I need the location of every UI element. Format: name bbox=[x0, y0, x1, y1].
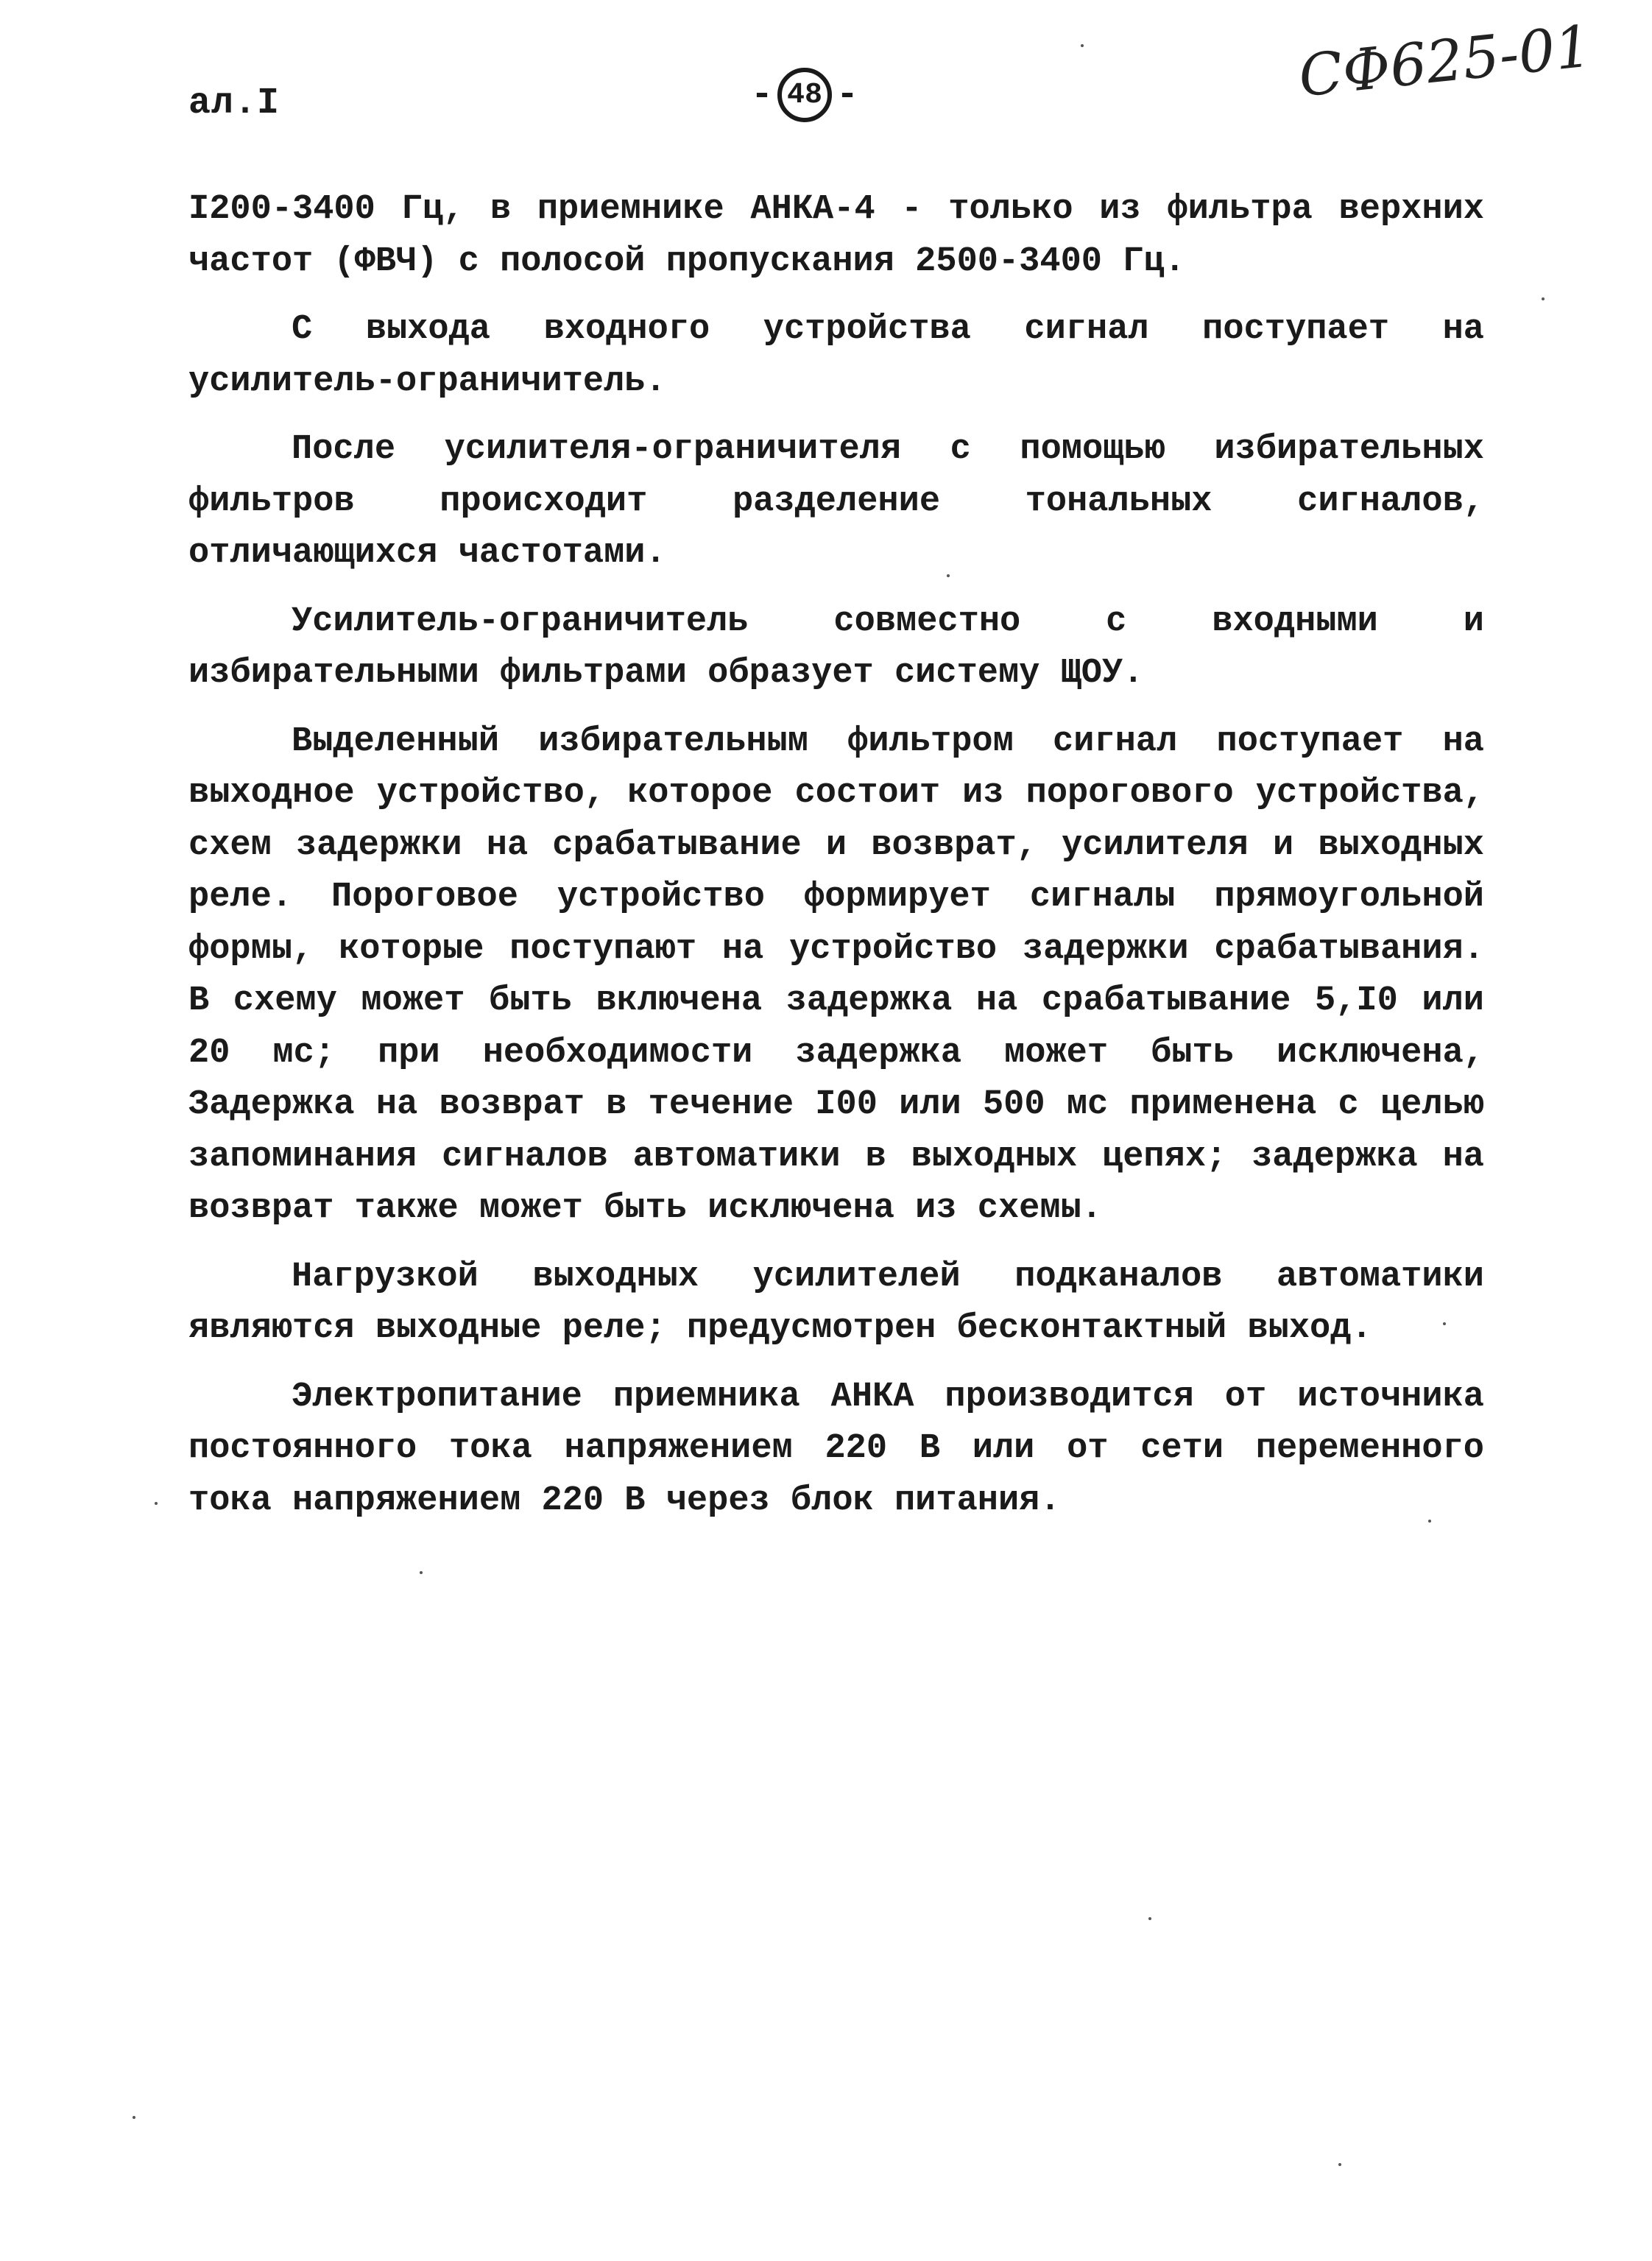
paragraph: С выхода входного устройства сигнал поступает на усилитель-ограничитель. bbox=[188, 310, 1484, 401]
page-number-dash-right: - bbox=[836, 74, 859, 116]
scan-speck bbox=[420, 1571, 423, 1574]
paragraph-continuation: I200-3400 Гц, в приемнике АНКА-4 - только из фильтра верхних частот (ФВЧ) с полосой пропускания 2500-3400 Гц. bbox=[188, 190, 1484, 281]
paragraph: Выделенный избирательным фильтром сигнал поступает на выходное устройство, которое состоит из порогового устройства, схем задержки на срабатывание и возврат, усилителя и выходных реле. Пороговое устройство формирует сигналы прямоугольной формы, которые поступают на устройство задержки срабатывания. В схему может быть включена задержка на срабатывание 5,I0 или 20 мс; при необходимости задержка может быть исключена, Задержка на возврат в течение I00 или 500 мс применена с целью запоминания сигналов автоматики в выходных цепях; задержка на возврат также может быть исключена из схемы. bbox=[188, 722, 1484, 1228]
scan-speck bbox=[1542, 297, 1545, 300]
paragraph: После усилителя-ограничителя с помощью избирательных фильтров происходит разделение тональных сигналов, отличающихся частотами. bbox=[188, 430, 1484, 573]
sheet-label: ал.I bbox=[188, 82, 280, 124]
scan-speck bbox=[947, 574, 950, 577]
scan-speck bbox=[1428, 1520, 1431, 1523]
paragraph: Электропитание приемника АНКА производится от источника постоянного тока напряжением 220 В или от сети переменного тока напряжением 220 В через блок питания. bbox=[188, 1377, 1484, 1520]
scan-speck bbox=[155, 1502, 158, 1505]
page-number bbox=[751, 68, 858, 122]
page-number-circle: 48 bbox=[777, 68, 832, 122]
paragraph: Усилитель-ограничитель совместно с входными и избирательными фильтрами образует систему ЩОУ. bbox=[188, 602, 1484, 693]
scan-speck bbox=[133, 2116, 135, 2119]
body-text bbox=[188, 184, 1484, 1543]
paragraph: Нагрузкой выходных усилителей подканалов автоматики являются выходные реле; предусмотрен бесконтактный выход. bbox=[188, 1257, 1484, 1348]
scan-speck bbox=[1338, 2163, 1341, 2166]
document-code-handwritten: СФ625-01 bbox=[1296, 13, 1595, 110]
scan-speck bbox=[1148, 1917, 1151, 1920]
scan-speck bbox=[1443, 1322, 1446, 1325]
scan-speck bbox=[1081, 44, 1084, 47]
page-number-dash-left: - bbox=[751, 74, 774, 116]
